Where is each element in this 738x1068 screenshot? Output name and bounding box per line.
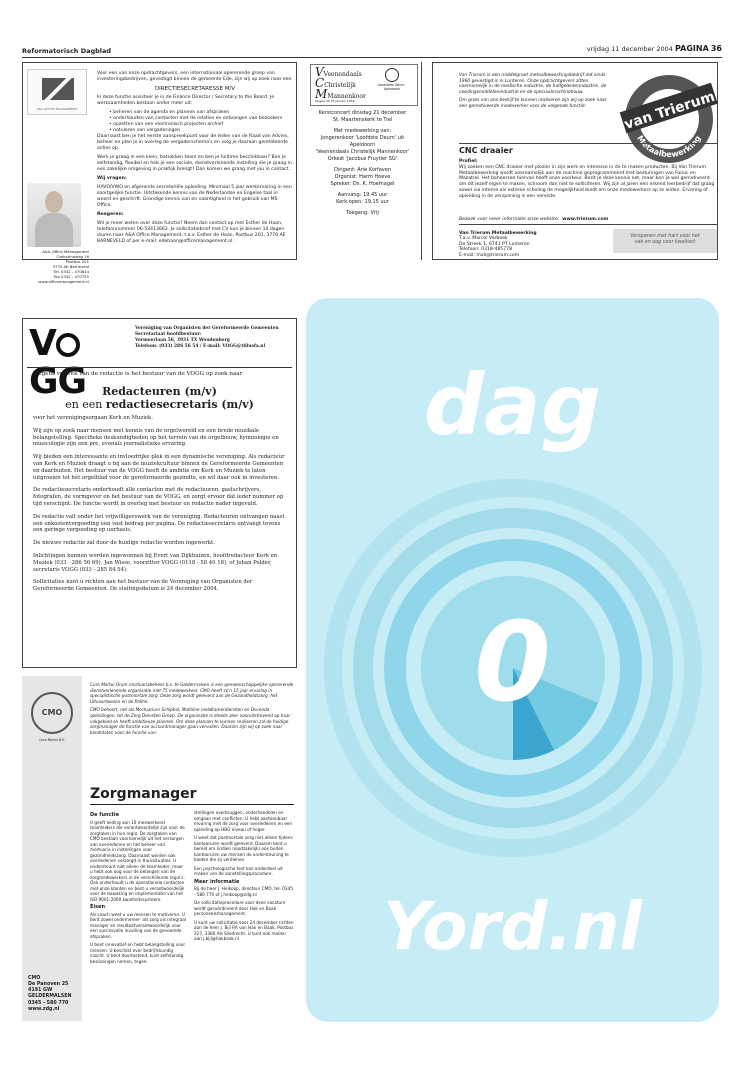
cmo-intro: Curo Mortui Orum mortuariabeheer b.v. te Geldermalsen is een gemeenschappelijke opererende dienstverlenende organisatie met 75 medewerkers. CMO heeft zo'n 15 jaar ervaring in specialistische postmortale zorg. Deze zorg wordt geleverd aan de Gezondheidszorg, het Uitvaartwezen en de Politie. CMO behoort, net als Mortuarium Schiphol, Multiline meldkamerdiensten en Docenda opleidingen, tot de Zorg Diensten Groep. De organisatie is steeds zeer vooruitstrevend op haar vakgebied en heeft ambitieuze plannen. Om deze plannen te kunnen realiseren zal de huidige zorgmanager de functie van accountmanager gaan vervullen. Daarom zijn wij op zoek naar kandidaten voor de functie van: bbox=[90, 682, 294, 735]
aa-address: A&A Office Management Catharinaweg 16 Postbus 201 3770 AE Barneveld Tel. 0342 - 470844 Fax 0342 - 470755 www.officemanagement.nl bbox=[38, 249, 89, 284]
vt-function: CNC draaier bbox=[459, 143, 717, 155]
aa-req-heading: Wij vragen: bbox=[97, 176, 127, 181]
aa-title: DIRECTIESECRETARESSE M/V bbox=[154, 86, 236, 92]
paper-name: Reformatorisch Dagblad bbox=[22, 47, 112, 55]
loodsteen-logo: Loodsteen Deum · Apeldoorn bbox=[373, 68, 411, 91]
concert-info: Kerstconcert dinsdag 21 december St. Maartenskerk te Tiel Met medewerking van: Jongerenkoor 'Loofdste Deum' uit Apeldoorn 'Veenendaals Christelijk Mannenkoor' Orkest 'Jacobus Fruytier SG' Dirigent: Arie Korfaven Organist: Harm Hoeve Spreker: Ds. K. Hoefnagel Aanvang: 19.45 uur Kerk open: 19.15 uur Toegang: Vrij bbox=[315, 110, 410, 216]
aa-tasks: • beheren van de agenda en plannen van afspraken • onderhouden van contacten met de relaties en ontvangen van bezoekers • opzetten van een electronisch projecten archief • notuleren van vergaderingen bbox=[97, 110, 293, 134]
aa-req: HAVO/VWO en afgeronde secretariële opleiding. Minimaal 5 jaar werkervaring in een soortgelijke functie. Uitstekende kennis van de Nederlandse en Engelse taal in woord en geschrift. Grondige kennis van en vaardigheid in het gebruik van MS Office. bbox=[97, 185, 292, 208]
cmo-ad bbox=[22, 676, 297, 1021]
aa-react: Wil je meer weten over deze functie? Neem dan contact op met Esther de Haan, telefoonnummer 06-53413663. Je sollicitatiebrief met CV kun je binnen 14 dagen sturen naar A&A Office Management, t.a.v. Esther de Haan, Postbus 201, 3770 AE BARNEVELD of per e-mail: edehaan@officemanagement.nl. bbox=[97, 221, 286, 244]
cmo-title: Zorgmanager bbox=[90, 786, 294, 805]
yord-dag: dag bbox=[424, 356, 601, 454]
yord-ad bbox=[306, 298, 719, 1022]
vt-website-line: Bezoek voor meer informatie onze website: www.trierum.com bbox=[459, 217, 717, 225]
vogg-logo: VGG bbox=[29, 323, 87, 402]
organ-ring-icon bbox=[56, 333, 80, 357]
page-date: vrijdag 11 december 2004 bbox=[586, 45, 673, 53]
aa-logo-icon bbox=[42, 78, 74, 100]
mannenkoor-logo: VVeenendaals CChristelijk MMannenkoor Opgericht 23 januari 1956 Loodsteen Deum · Apeldoorn bbox=[310, 64, 418, 106]
page-number: 36 bbox=[710, 44, 722, 53]
vogg-heading: Redacteuren (m/v) en een redactiesecretaris (m/v) bbox=[65, 385, 254, 411]
aa-p3: Werk je graag in een klein, betrokken team en ben je fulltime beschikbaar? Ben je zelfstandig, flexibel en heb je een sociale, dienstverlenende instelling die je graag in een zakelijke omgeving in praktijk brengt? Dan komen we graag met jou in contact. bbox=[97, 155, 292, 172]
cmo-col-1: De functie U geeft leiding aan 10 meewerkend teamleiders die verantwoordelijk zijn voor de zorgtaken in hun regio. De zorgtaken van CMO bestaan voornamelijk uit het verzorgen van overledenen en het beheer van mortuaria in instellingen voor gezondheidszorg. Daarnaast worden ook overledenen verzorgd in thuissituaties. U ondersteunt niet alleen de teamleider, maar u hebt ook oog voor de belangen van de zorgmedewerkers in de verschillende regio's. Ook onderhoudt u de operationele contacten met onze klanten en bent u verantwoordelijk voor de bewaking en implementatie van het ISO 9001:2000 kwaliteitssysteem. Eisen Als coach weet u uw mensen te motiveren. U bent zowel ondernemer- als zorg als integraal manager en resultaatverantwoordelijk voor een succesvolle invulling van de genoemde afspraken. U bent innovatief en hebt belangstelling voor mensen. U beschikt over bedrijfskundig inzicht. U bent doortastend, kunt zelfstandig beslissingen nemen, tegen- bbox=[90, 812, 186, 964]
page-word: PAGINA bbox=[675, 44, 709, 53]
van-trierum-ad bbox=[432, 62, 718, 260]
aa-intro: Voor een van onze opdrachtgevers, een internationaal opererende groep van investeringsbedrijven, gevestigd binnen de gemeente Ede, zijn wij op zoek naar een bbox=[97, 71, 292, 82]
yord-link[interactable]: Yord.nl bbox=[382, 888, 643, 965]
aa-office-ad bbox=[22, 62, 297, 284]
vogg-org-info: Vereniging van Organisten der Gereformeerde Gemeenten Secretariaat hoofdbestuur: Vermeerlaan 56, 3931 TX Woudenberg Telefoon: (033) 286 56 54 / E-mail: VOGG@tiliusfa.nl bbox=[135, 326, 279, 349]
vt-logo-name: van Trierum bbox=[622, 88, 717, 134]
aa-p2: Daarnaast ben je het eerste aanspreekpunt voor de leden van de Raad van Advies, beheer en plan je in overleg de vergaderschema's en volg je daaraan gerelateerde acties op. bbox=[97, 134, 289, 151]
vt-profile: Profiel: Wij zoeken een CNC draaier met plezier in zijn werk en interesse in de te maken producten. Bij Van Trierum Metaalbewerking wordt voornamelijk aan de machine geprogrammeerd met besturingen van Fanuc en Mazatrol. Het beheersen hiervan heeft onze voorkeur. Bezit je deze kennis net, maar ben je wel gemotiveerd om dit jezelf eigen te maken, schroom dan niet te solliciteren. Wij zijn al jaren een erkend leerbedrijf dat graag zowel via interne als externe scholing de mogelijkheid biedt om onze medewerkers op te leiden. Ervaring of opleiding in de verspaning is een vereiste. bbox=[459, 159, 715, 199]
mannenkoor-since: Opgericht 23 januari 1956 bbox=[315, 99, 355, 103]
mannenkoor-ad bbox=[304, 62, 422, 260]
vogg-body: voor het verenigingsorgaan Kerk en Muziek. Wij zijn op zoek naar mensen met kennis van de orgelwereld en een brede muzikale belangstelling. Specifieke deskundigheden op het terrein van de orgelbouw, hymnologie en musicologie zijn een pre, evenals journalistieke ervaring. Wij bieden een interessante en invloedrijke plek in een dynamische vereniging. Als redacteur van Kerk en Muziek draagt u bij aan de muziekcultuur binnen de Gereformeerde Gemeenten en daarbuiten. Het bestuur van de VOGG heeft de ambitie om Kerk en Muziek te laten uitgroeien tot hét orgelblad voor de gereformeerde gezindte, en wil daar ook in investeren. De redactiesecretaris onderhoudt alle contacten met de redacteuren, gastschrijvers, fotografen, de vormgever en het bestuur van de VOGG, en zorgt ervoor dat ieder nummer op tijd verschijnt. De functie wordt in overleg met bestuur en redactie nader ingevuld. De redactie valt onder het vrijwilligerswerk van de vereniging. Redacteuren ontvangen naast een onkostenvergoeding een vast bedrag per pagina. De redactiesecretaris ontvangt tevens een geringe vergoeding op uurbasis. De nieuwe redactie zal door de huidige redactie worden ingewerkt. Inlichtingen kunnen worden ingewonnen bij Evert van Dijkhuizen, hoofdredacteur Kerk en Muziek (033 - 286 56 69), Jan Wisse, voorzitter VOGG (0118 - 58 40 18), of Johan Polder, secretaris VOGG (033 - 285 84 54). Sollicitaties kunt u richten aan het bestuur van de Vereniging van Organisten der Gereformeerde Gemeenten. De sluitingsdatum is 24 december 2004. bbox=[33, 415, 285, 593]
vt-website-link[interactable]: www.trierum.com bbox=[562, 217, 609, 222]
aa-photo bbox=[27, 183, 81, 247]
page-info bbox=[587, 44, 722, 53]
aa-logo-caption: A&A OFFICE MANAGEMENT bbox=[36, 107, 78, 111]
cmo-logo-caption: Curo Mortui B.V. bbox=[39, 738, 65, 742]
cmo-logo-icon: CMO bbox=[31, 692, 73, 734]
aa-text bbox=[97, 71, 293, 248]
vt-contact: Van Trierum Metaalbewerking T.a.v. Marcel Verbeek De Streek 1, 6741 PT Lunteren Telefoon: 0318-485778 E-mail: mail@trierum.com bbox=[459, 231, 537, 258]
page-header bbox=[22, 44, 722, 58]
cmo-sidebar bbox=[22, 676, 82, 1021]
vt-intro: Van Trierum is een middelgroot metaalbewerkingsbedrijf dat sinds 1960 gevestigd is in Lunteren. Onze opdrachtgevers zitten voornamelijk in de medische industrie, de halfgeleiderindustrie, de voedingsmiddelenindustrie en de speciaalmachinebouw. Om groei van ons bedrijf te kunnen realiseren zijn wij op zoek naar een gemotiveerde medewerker voor de volgende functie: bbox=[459, 73, 607, 109]
vogg-lead: Wegens vertrek van de redactie is het bestuur van de VOGG op zoek naar bbox=[33, 371, 243, 377]
vt-slogan: Verspanen met hart voor het vak en oog voor kwaliteit bbox=[613, 229, 717, 253]
vt-logo-arc: Metaalbewerking bbox=[635, 133, 703, 160]
aa-logo bbox=[27, 69, 87, 115]
cmo-address: CMO De Panoven 25 4191 GW GELDERMALSEN 0345 - 580 770 www.zdg.nl bbox=[28, 975, 72, 1012]
aa-role: In deze functie assisteer je in de Finance Director / Secretary to the Board. Je werkzaamheden bestaan onder meer uit: bbox=[97, 95, 275, 106]
vogg-ad bbox=[22, 318, 297, 668]
aa-react-heading: Reageren: bbox=[97, 212, 124, 217]
yord-zero: 0 bbox=[474, 598, 551, 726]
cmo-col-2: stellingen overbruggen, onderhandelen en omgaan met conflicten. U hebt aantoonbaar ervaring met de zorg voor overledenen en een opleiding op HBO niveau of hoger. U weet dat postmortale zorg niet alleen tijdens kantooruren wordt geleverd. Daarom bent u bereid om (indien noodzakelijk) ook buiten kantooruren uw mensen de ondersteuning te bieden die zij verdienen. Een psychologische test kan onderdeel uit maken van de aanstellingsprocedure. Meer informatie Bij de heer J. Heikoop, directeur CMO, tel. 0345 - 580 770 of j.heikoop@zdg.nl De sollicitatieprocedure voor deze vacature wordt gecoördineerd door Hak en Baak personeelsmanagement. U kunt uw sollicitatie voor 24 december richten aan de heer J. Bijl RA van Hak en Baak, Postbus 327, 3360 AH Sliedrecht. U kunt ook mailen aan j.bijl@hakbaak.nl bbox=[194, 810, 294, 941]
choir-emblem-icon bbox=[385, 68, 399, 82]
